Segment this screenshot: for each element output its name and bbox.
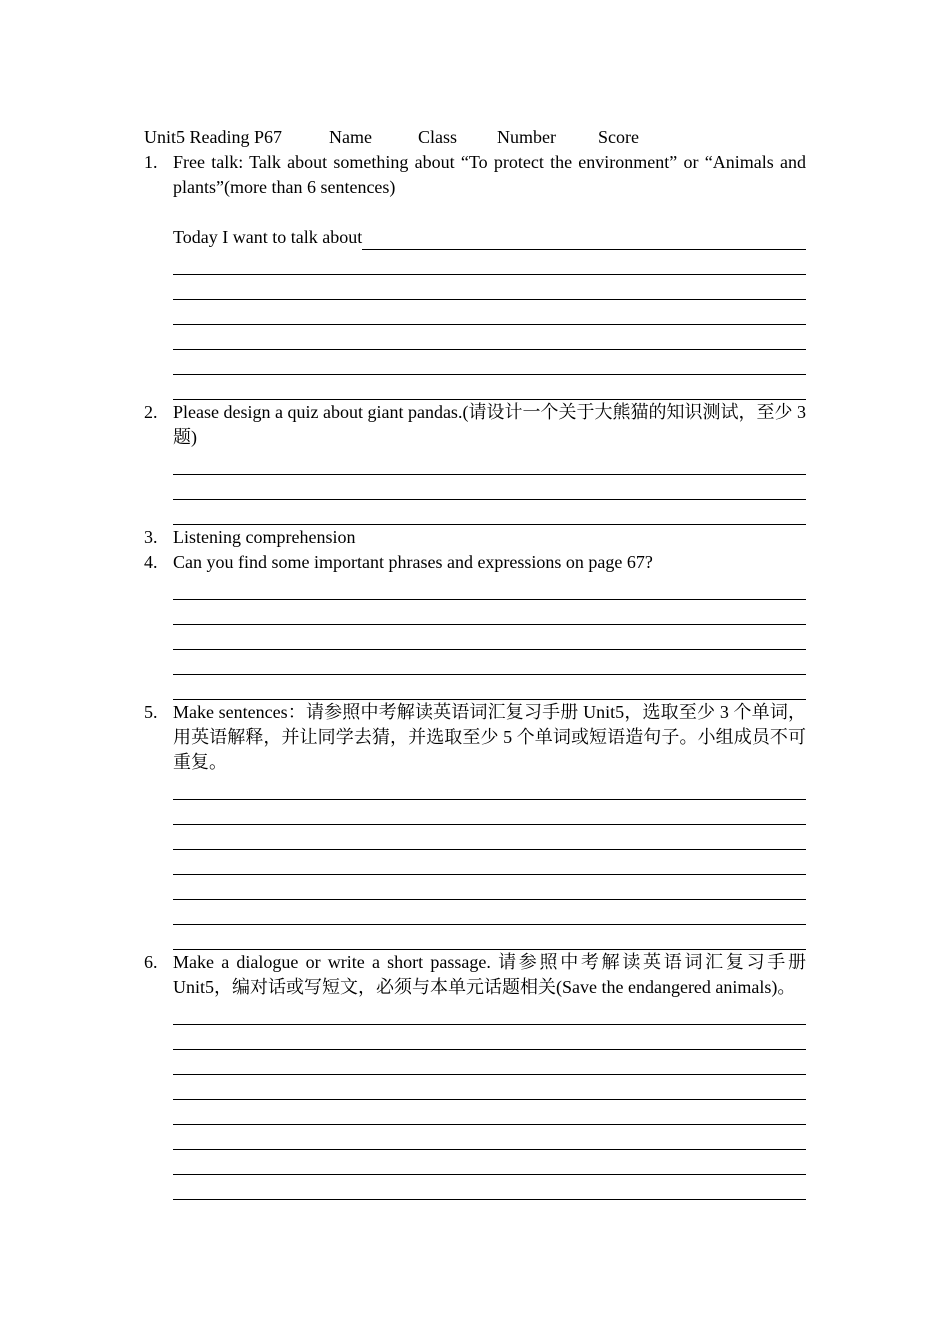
question-text: Free talk: Talk about something about “To protect the environment” or “Animals and plants”(more than 6 sentences) <box>173 152 806 197</box>
answer-line[interactable] <box>173 275 806 300</box>
answer-line[interactable] <box>173 800 806 825</box>
answer-line[interactable] <box>173 1125 806 1150</box>
answer-line[interactable] <box>362 227 806 250</box>
answer-lead-in: Today I want to talk about <box>173 227 363 247</box>
answer-line[interactable] <box>173 625 806 650</box>
question-number: 2. <box>144 402 158 422</box>
answer-line[interactable] <box>173 1075 806 1100</box>
worksheet-page <box>144 125 806 1200</box>
answer-line[interactable] <box>173 1025 806 1050</box>
question-number: 1. <box>144 152 158 172</box>
answer-line[interactable] <box>173 350 806 375</box>
answer-line[interactable] <box>173 775 806 800</box>
answer-line[interactable] <box>173 875 806 900</box>
question-text: Can you find some important phrases and expressions on page 67? <box>173 552 653 572</box>
answer-line[interactable] <box>173 250 806 275</box>
answer-line[interactable] <box>173 325 806 350</box>
answer-line[interactable] <box>173 600 806 625</box>
question-5 <box>144 700 806 950</box>
answer-line[interactable] <box>173 900 806 925</box>
answer-line[interactable] <box>173 475 806 500</box>
answer-line[interactable] <box>173 300 806 325</box>
answer-line[interactable] <box>173 650 806 675</box>
answer-line[interactable] <box>173 1175 806 1200</box>
question-text: Please design a quiz about giant pandas.(请设计一个关于大熊猫的知识测试，至少 3 题) <box>173 402 806 447</box>
question-text: Listening comprehension <box>173 527 356 547</box>
answer-line[interactable] <box>173 1100 806 1125</box>
worksheet-title: Unit5 Reading P67 <box>144 127 282 147</box>
number-label: Number <box>497 127 556 147</box>
answer-line[interactable] <box>173 825 806 850</box>
answer-lead-line[interactable] <box>173 225 806 250</box>
question-2 <box>144 400 806 525</box>
answer-line[interactable] <box>173 375 806 400</box>
answer-line[interactable] <box>173 1050 806 1075</box>
question-4 <box>144 550 806 700</box>
answer-line[interactable] <box>173 450 806 475</box>
question-number: 4. <box>144 552 158 572</box>
answer-line[interactable] <box>173 850 806 875</box>
answer-line[interactable] <box>173 575 806 600</box>
question-3 <box>144 525 806 550</box>
question-6 <box>144 950 806 1200</box>
name-label: Name <box>329 127 372 147</box>
answer-line[interactable] <box>173 925 806 950</box>
answer-line[interactable] <box>173 1150 806 1175</box>
answer-line[interactable] <box>173 500 806 525</box>
question-number: 5. <box>144 702 158 722</box>
question-text: Make a dialogue or write a short passage. 请参照中考解读英语词汇复习手册 Unit5，编对话或写短文，必须与本单元话题相关(Save the endangered animals)。 <box>173 952 806 997</box>
answer-line[interactable] <box>173 1000 806 1025</box>
class-label: Class <box>418 127 458 147</box>
question-number: 3. <box>144 527 158 547</box>
answer-line[interactable] <box>173 675 806 700</box>
worksheet-header <box>144 125 806 150</box>
question-text: Make sentences：请参照中考解读英语词汇复习手册 Unit5，选取至少 3 个单词，用英语解释，并让同学去猜，并选取至少 5 个单词或短语造句子。小组成员不可重复。 <box>173 702 806 772</box>
question-number: 6. <box>144 952 158 972</box>
question-1 <box>144 150 806 400</box>
score-label: Score <box>598 127 639 147</box>
